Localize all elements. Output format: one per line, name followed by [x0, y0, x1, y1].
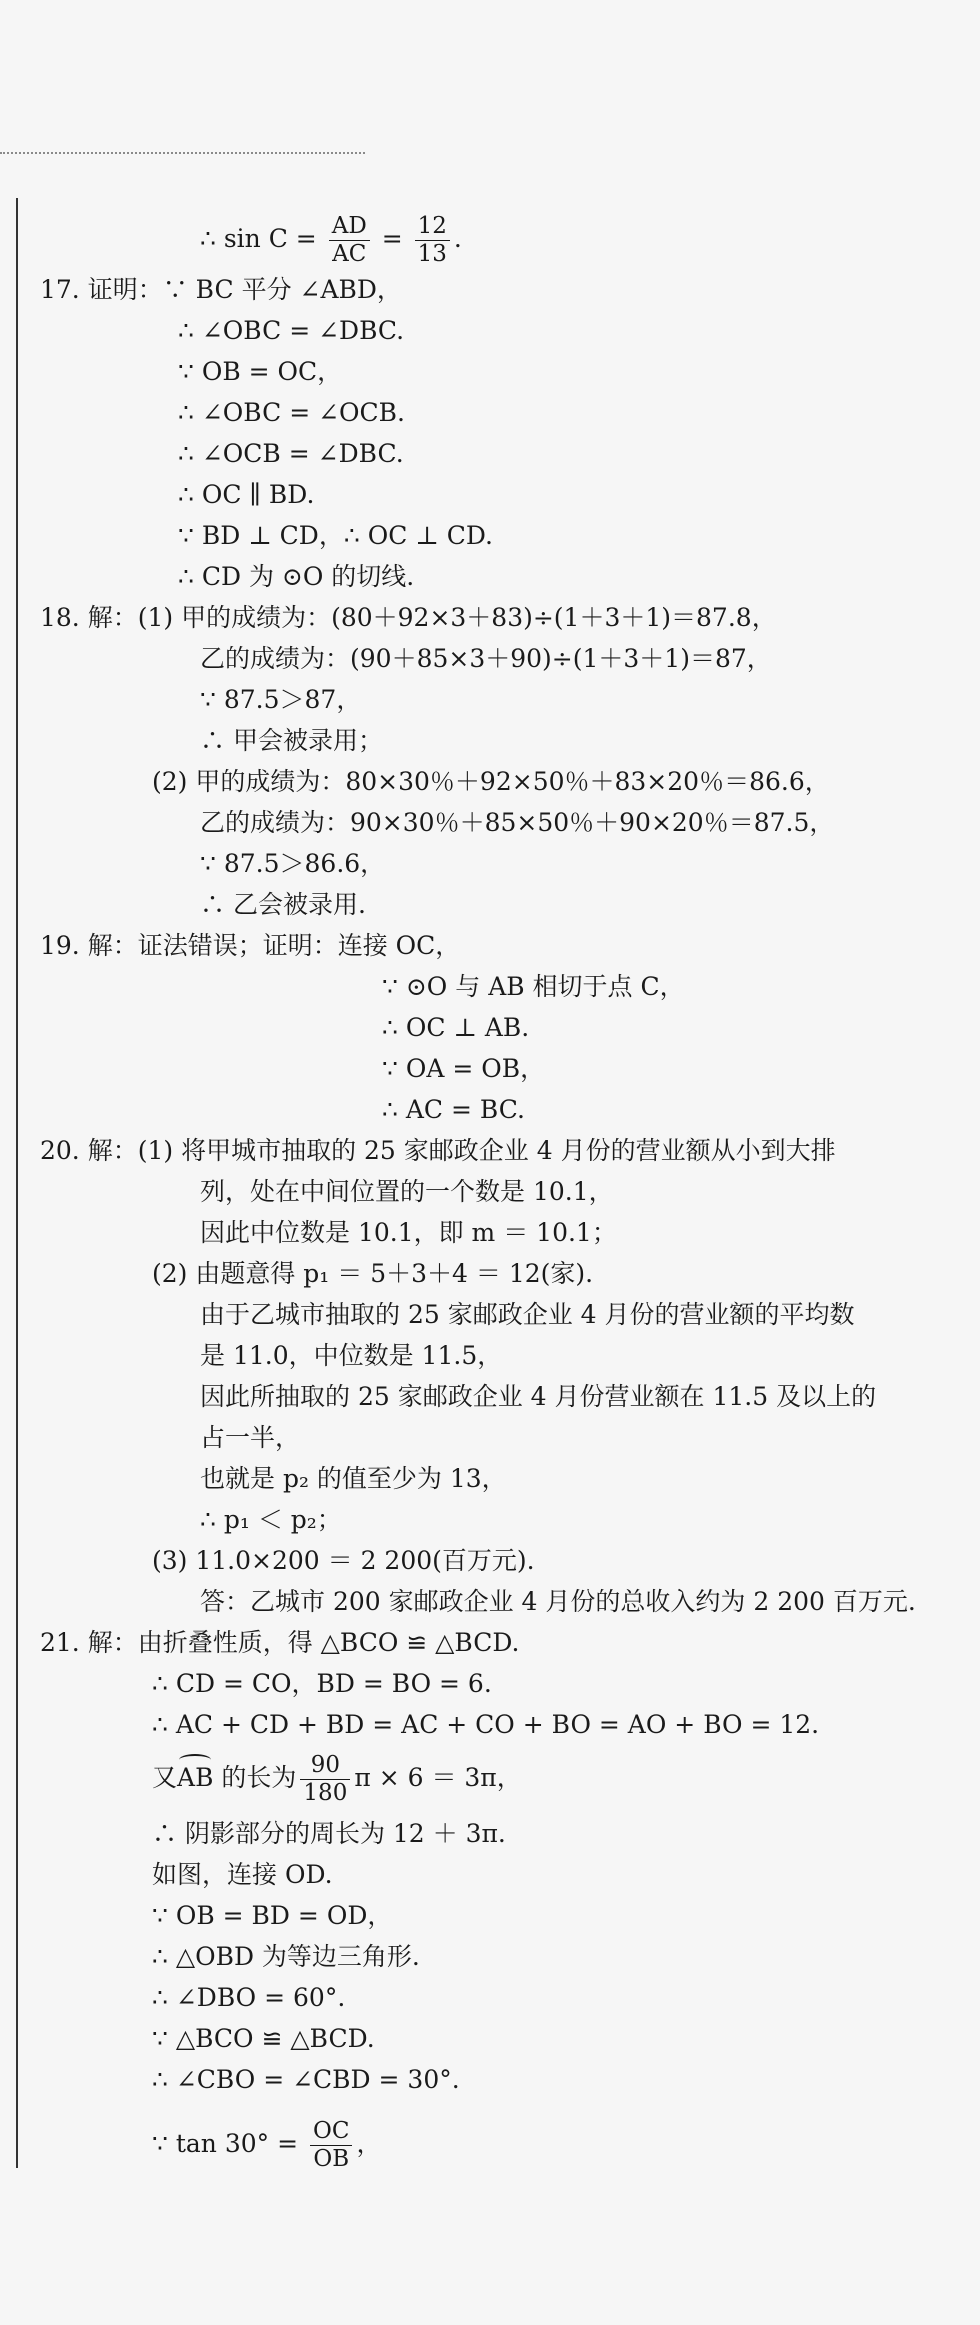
solution-line: 是 11.0，中位数是 11.5， — [200, 1341, 503, 1370]
solution-line: ∴ △OBD 为等边三角形. — [152, 1942, 420, 1971]
proof-line: ∵ OA = OB， — [382, 1054, 546, 1083]
page-top-dotted-divider — [0, 152, 365, 154]
solution-line: ∵ OB = BD = OD， — [152, 1901, 393, 1930]
solution-line: (2) 由题意得 p₁ ＝ 5＋3＋4 ＝ 12(家). — [152, 1259, 594, 1288]
solution-line: ∵ △BCO ≌ △BCD. — [152, 2024, 375, 2053]
problem-17-start: 17. 证明：∵ BC 平分 ∠ABD， — [40, 275, 402, 304]
proof-line: ∴ ∠OCB = ∠DBC. — [178, 439, 404, 468]
fraction-oc-ob: $\frac{OC}{OB}$ — [310, 2118, 352, 2173]
solution-line: 由于乙城市抽取的 25 家邮政企业 4 月份的营业额的平均数 — [200, 1300, 855, 1329]
proof-line: ∵ OB = OC， — [178, 357, 343, 386]
problem-20-start: 20. 解：(1) 将甲城市抽取的 25 家邮政企业 4 月份的营业额从小到大排 — [40, 1136, 836, 1165]
proof-line: ∴ ∠OBC = ∠DBC. — [178, 316, 405, 345]
fraction-12-13: $\frac{12}{13}$ — [415, 213, 450, 268]
solution-line: 也就是 p₂ 的值至少为 13， — [200, 1464, 507, 1493]
solution-line: (3) 11.0×200 ＝ 2 200(百万元). — [152, 1546, 535, 1575]
proof-line: ∴ AC = BC. — [382, 1095, 525, 1124]
left-margin-rule — [16, 198, 18, 2168]
solution-line: ∴ CD = CO，BD = BO = 6. — [152, 1669, 492, 1698]
problem-18-start: 18. 解：(1) 甲的成绩为：(80＋92×3＋83)÷(1＋3＋1)＝87.8， — [40, 603, 777, 632]
solution-line: 如图，连接 OD. — [152, 1860, 333, 1889]
proof-line: ∴ ∠OBC = ∠OCB. — [178, 398, 405, 427]
solution-line: ∴ ∠CBO = ∠CBD = 30°. — [152, 2065, 460, 2094]
solution-line: 乙的成绩为：90×30％＋85×50％＋90×20％＝87.5， — [200, 808, 835, 837]
sin-c-line: ∴ sin C = $\frac{AD}{AC}$ = $\frac{12}{13}$ . — [200, 213, 462, 267]
solution-line: ∴ p₁ ＜ p₂； — [200, 1505, 342, 1534]
solution-line: ∴ 阴影部分的周长为 12 ＋ 3π. — [152, 1819, 506, 1848]
solution-line: 列，处在中间位置的一个数是 10.1， — [200, 1177, 614, 1206]
proof-line: ∴ OC ⊥ AB. — [382, 1013, 530, 1042]
tan-line: ∵ tan 30° = $\frac{OC}{OB}$ ， — [152, 2118, 382, 2172]
solution-line: 乙的成绩为：(90＋85×3＋90)÷(1＋3＋1)＝87， — [200, 644, 772, 673]
solution-line: ∵ 87.5＞86.6， — [200, 849, 386, 878]
solution-line: (2) 甲的成绩为：80×30％＋92×50％＋83×20％＝86.6， — [152, 767, 830, 796]
solution-line: 因此中位数是 10.1，即 m ＝ 10.1； — [200, 1218, 617, 1247]
problem-21-start: 21. 解：由折叠性质，得 △BCO ≌ △BCD. — [40, 1628, 520, 1657]
fraction-ad-ac: $\frac{AD}{AC}$ — [329, 213, 370, 268]
problem-19-start: 19. 解：证法错误；证明：连接 OC， — [40, 931, 461, 960]
arc-length-line: 又AB 的长为 $\frac{90}{180}$ π × 6 ＝ 3π， — [152, 1752, 522, 1806]
fraction-90-180: $\frac{90}{180}$ — [300, 1752, 350, 1807]
arc-ab: AB — [177, 1760, 213, 1796]
proof-line: ∴ CD 为 ⊙O 的切线. — [178, 562, 415, 591]
solution-line: ∴ AC + CD + BD = AC + CO + BO = AO + BO = 12. — [152, 1710, 820, 1739]
answer-line: 答：乙城市 200 家邮政企业 4 月份的总收入约为 2 200 百万元. — [200, 1587, 916, 1616]
solution-line: ∴ 乙会被录用. — [200, 890, 366, 919]
solution-line: ∵ 87.5＞87， — [200, 685, 362, 714]
proof-line: ∵ BD ⊥ CD，∴ OC ⊥ CD. — [178, 521, 493, 550]
solution-line: ∴ 甲会被录用； — [200, 726, 383, 755]
proof-line: ∵ ⊙O 与 AB 相切于点 C， — [382, 972, 685, 1001]
solution-line: ∴ ∠DBO = 60°. — [152, 1983, 346, 2012]
solution-line: 因此所抽取的 25 家邮政企业 4 月份营业额在 11.5 及以上的 — [200, 1382, 877, 1411]
sin-c-label: ∴ sin C = — [200, 224, 317, 253]
proof-line: ∴ OC ∥ BD. — [178, 480, 315, 509]
solution-line: 占一半， — [200, 1423, 301, 1452]
